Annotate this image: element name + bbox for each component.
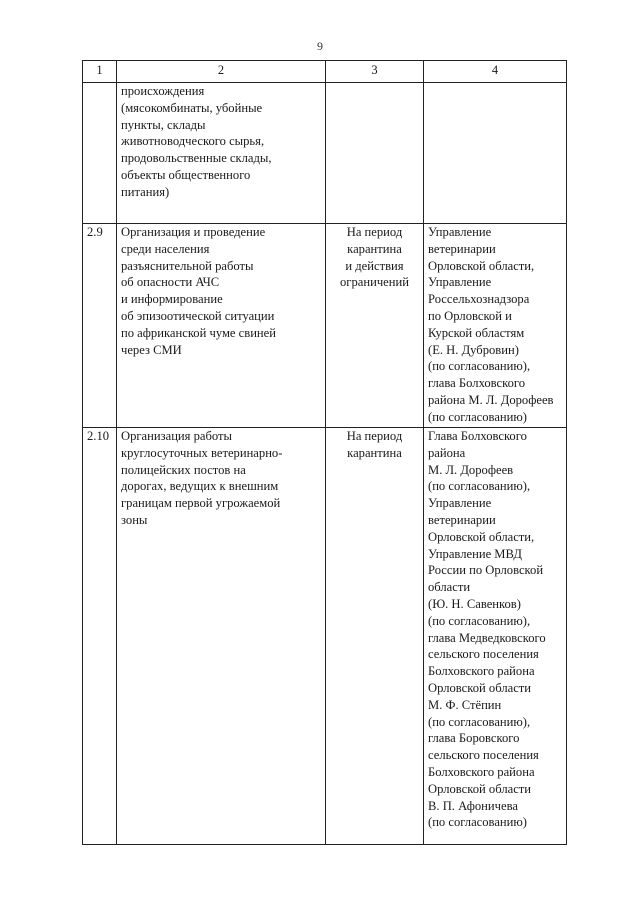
column-header-4: 4 bbox=[424, 61, 567, 83]
period-cell bbox=[326, 83, 424, 224]
responsible-cell: Глава Болховского района М. Л. Дорофеев (по согласованию), Управление ветеринарии Орловской области, Управление МВД России по Орловской области (Ю. Н. Савенков) (по согласованию), глава Медведковского сельского поселения Болховского района Орловской области М. Ф. Стёпин (по согласованию), глава Боровского сельского поселения Болховского района Орловской области В. П. Афоничева (по согласованию) bbox=[424, 428, 567, 845]
page-number: 9 bbox=[317, 39, 323, 53]
table-row-2-10 bbox=[83, 428, 567, 845]
row-number: 2.9 bbox=[83, 224, 117, 428]
activity-cell: Организация и проведение среди населения разъяснительной работы об опасности АЧС и информирование об эпизоотической ситуации по африканской чуме свиней через СМИ bbox=[117, 224, 326, 428]
period-cell: На период карантина и действия ограничений bbox=[326, 224, 424, 428]
table-row-2-9 bbox=[83, 224, 567, 428]
column-header-3: 3 bbox=[326, 61, 424, 83]
row-number bbox=[83, 83, 117, 224]
row-number: 2.10 bbox=[83, 428, 117, 845]
column-header-1: 1 bbox=[83, 61, 117, 83]
measures-table bbox=[82, 60, 567, 845]
activity-cell: происхождения (мясокомбинаты, убойные пункты, склады животноводческого сырья, продовольственные склады, объекты общественного питания) bbox=[117, 83, 326, 224]
table-row-continuation bbox=[83, 83, 567, 224]
activity-cell: Организация работы круглосуточных ветеринарно- полицейских постов на дорогах, ведущих к внешним границам первой угрожаемой зоны bbox=[117, 428, 326, 845]
table-header-row bbox=[83, 61, 567, 83]
responsible-cell: Управление ветеринарии Орловской области, Управление Россельхознадзора по Орловской и Курской областям (Е. Н. Дубровин) (по согласованию), глава Болховского района М. Л. Дорофеев (по согласованию) bbox=[424, 224, 567, 428]
column-header-2: 2 bbox=[117, 61, 326, 83]
period-cell: На период карантина bbox=[326, 428, 424, 845]
responsible-cell bbox=[424, 83, 567, 224]
